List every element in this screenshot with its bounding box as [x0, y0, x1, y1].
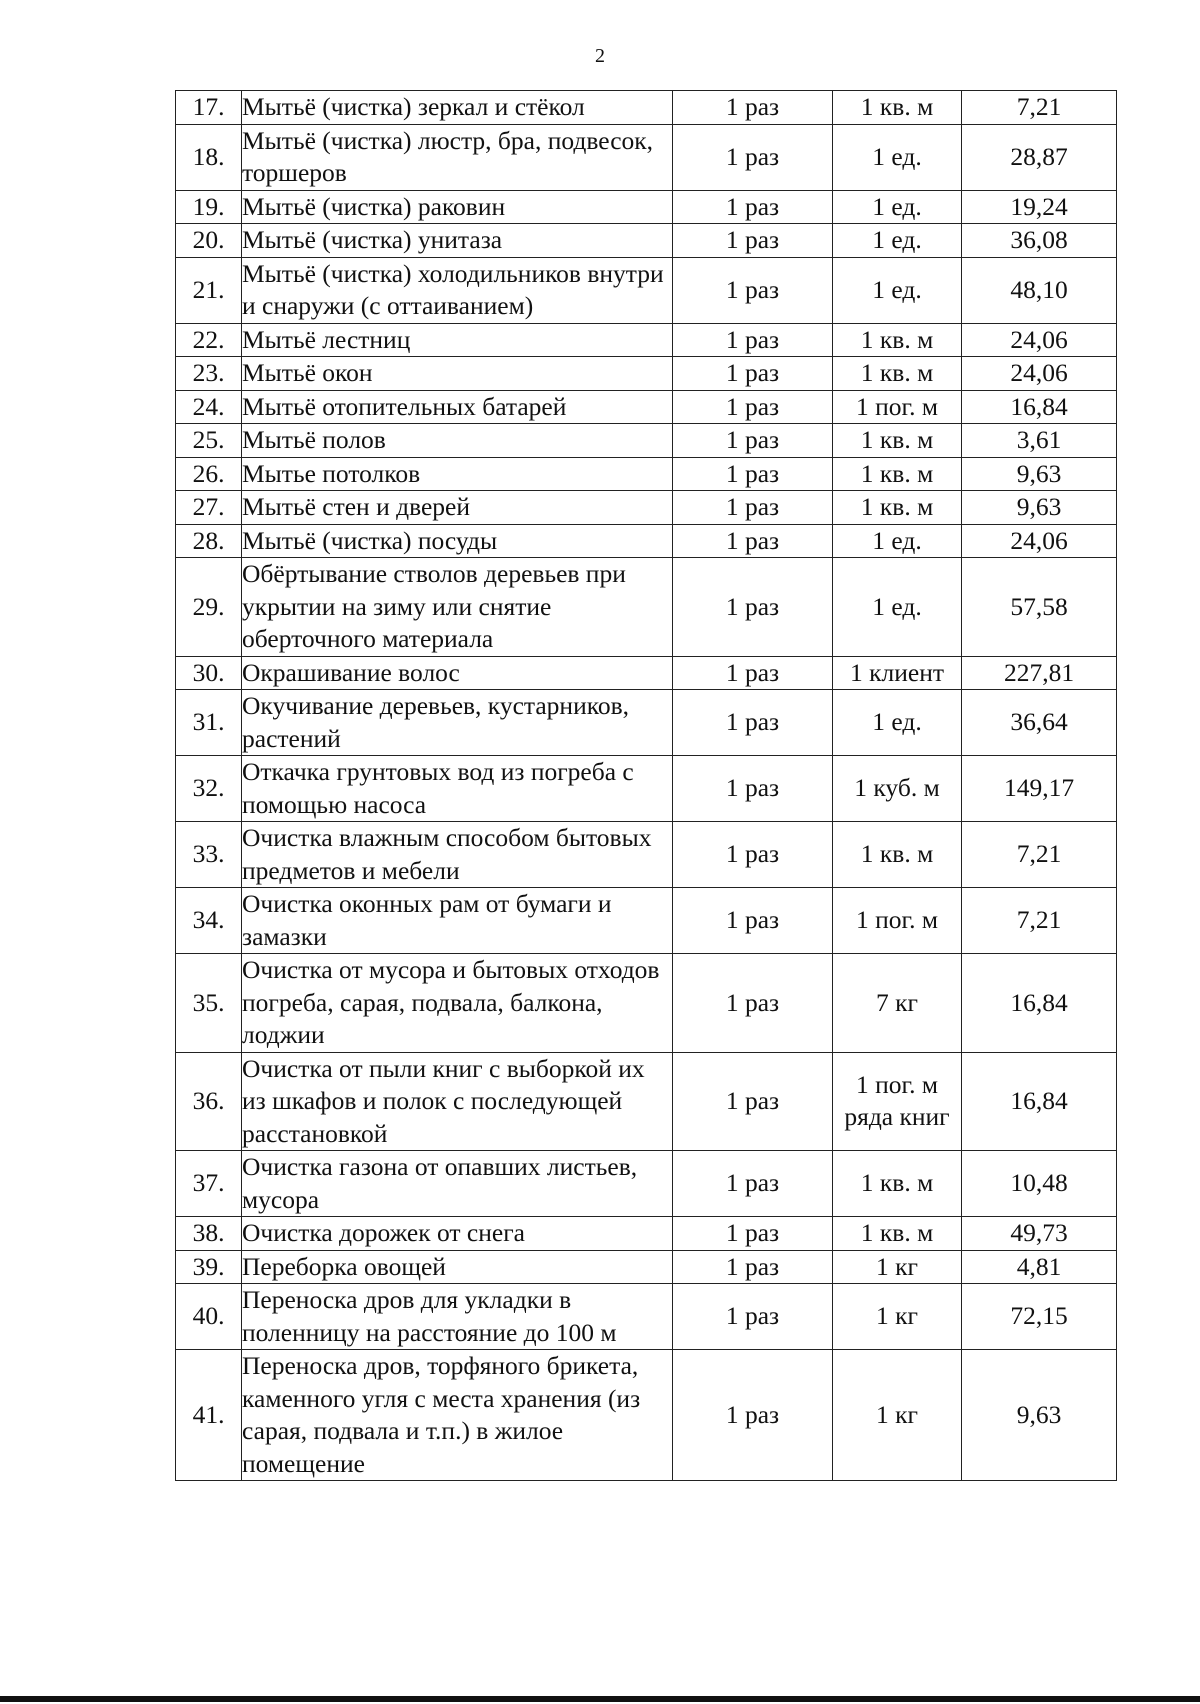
row-number: 20.	[176, 224, 242, 258]
service-unit: 1 ед.	[833, 690, 962, 756]
table-row	[176, 888, 1117, 954]
table-row	[176, 1052, 1117, 1151]
service-unit: 1 кв. м	[833, 91, 962, 125]
service-price: 227,81	[962, 656, 1117, 690]
row-number: 29.	[176, 558, 242, 657]
service-frequency: 1 раз	[673, 1151, 833, 1217]
table-row	[176, 124, 1117, 190]
table-row	[176, 1350, 1117, 1481]
table-row	[176, 1250, 1117, 1284]
service-name: Мытьё отопительных батарей	[242, 390, 673, 424]
service-frequency: 1 раз	[673, 224, 833, 258]
service-frequency: 1 раз	[673, 190, 833, 224]
table-row	[176, 1151, 1117, 1217]
service-name: Очистка влажным способом бытовых предметов и мебели	[242, 822, 673, 888]
row-number: 25.	[176, 424, 242, 458]
table-row	[176, 91, 1117, 125]
service-price: 16,84	[962, 390, 1117, 424]
service-name: Мытьё (чистка) унитаза	[242, 224, 673, 258]
row-number: 19.	[176, 190, 242, 224]
service-price: 48,10	[962, 257, 1117, 323]
table-row	[176, 656, 1117, 690]
table-row	[176, 1284, 1117, 1350]
service-price: 24,06	[962, 524, 1117, 558]
page-bottom-rule	[0, 1696, 1200, 1702]
service-price: 9,63	[962, 457, 1117, 491]
service-price: 4,81	[962, 1250, 1117, 1284]
service-frequency: 1 раз	[673, 1217, 833, 1251]
service-name: Мытьё (чистка) холодильников внутри и снаружи (с оттаиванием)	[242, 257, 673, 323]
row-number: 34.	[176, 888, 242, 954]
row-number: 30.	[176, 656, 242, 690]
service-name: Мытьё полов	[242, 424, 673, 458]
row-number: 39.	[176, 1250, 242, 1284]
service-price: 57,58	[962, 558, 1117, 657]
service-unit: 1 клиент	[833, 656, 962, 690]
service-unit: 1 кв. м	[833, 822, 962, 888]
service-price: 7,21	[962, 822, 1117, 888]
service-price: 16,84	[962, 954, 1117, 1053]
service-name: Откачка грунтовых вод из погреба с помощью насоса	[242, 756, 673, 822]
service-name: Окрашивание волос	[242, 656, 673, 690]
service-frequency: 1 раз	[673, 1250, 833, 1284]
service-price: 16,84	[962, 1052, 1117, 1151]
row-number: 18.	[176, 124, 242, 190]
services-table-body	[176, 91, 1117, 1481]
row-number: 41.	[176, 1350, 242, 1481]
table-row	[176, 257, 1117, 323]
service-price: 7,21	[962, 888, 1117, 954]
service-name: Обёртывание стволов деревьев при укрытии на зиму или снятие оберточного материала	[242, 558, 673, 657]
row-number: 37.	[176, 1151, 242, 1217]
row-number: 36.	[176, 1052, 242, 1151]
service-frequency: 1 раз	[673, 1052, 833, 1151]
table-row	[176, 457, 1117, 491]
service-price: 49,73	[962, 1217, 1117, 1251]
service-price: 3,61	[962, 424, 1117, 458]
service-unit: 1 кг	[833, 1350, 962, 1481]
service-frequency: 1 раз	[673, 424, 833, 458]
table-row	[176, 390, 1117, 424]
row-number: 26.	[176, 457, 242, 491]
service-unit: 1 кг	[833, 1250, 962, 1284]
service-name: Очистка газона от опавших листьев, мусора	[242, 1151, 673, 1217]
service-price: 10,48	[962, 1151, 1117, 1217]
service-name: Мытьё (чистка) зеркал и стёкол	[242, 91, 673, 125]
service-price: 9,63	[962, 1350, 1117, 1481]
page-number: 2	[595, 45, 605, 67]
service-unit: 1 ед.	[833, 124, 962, 190]
table-row	[176, 424, 1117, 458]
service-name: Мытьё (чистка) люстр, бра, подвесок, торшеров	[242, 124, 673, 190]
service-price: 28,87	[962, 124, 1117, 190]
service-price: 24,06	[962, 323, 1117, 357]
service-frequency: 1 раз	[673, 822, 833, 888]
service-unit: 1 ед.	[833, 558, 962, 657]
service-name: Окучивание деревьев, кустарников, растений	[242, 690, 673, 756]
table-row	[176, 491, 1117, 525]
table-row	[176, 756, 1117, 822]
service-price: 24,06	[962, 357, 1117, 391]
row-number: 17.	[176, 91, 242, 125]
service-unit: 1 кв. м	[833, 424, 962, 458]
service-price: 72,15	[962, 1284, 1117, 1350]
service-frequency: 1 раз	[673, 457, 833, 491]
service-unit: 1 ед.	[833, 190, 962, 224]
service-unit: 1 пог. м	[833, 390, 962, 424]
table-row	[176, 224, 1117, 258]
table-row	[176, 822, 1117, 888]
service-unit: 1 кв. м	[833, 1217, 962, 1251]
row-number: 23.	[176, 357, 242, 391]
table-row	[176, 690, 1117, 756]
service-frequency: 1 раз	[673, 524, 833, 558]
services-table	[175, 90, 1117, 1481]
service-frequency: 1 раз	[673, 257, 833, 323]
table-row	[176, 558, 1117, 657]
service-frequency: 1 раз	[673, 1284, 833, 1350]
table-row	[176, 954, 1117, 1053]
service-name: Мытье потолков	[242, 457, 673, 491]
table-row	[176, 190, 1117, 224]
service-frequency: 1 раз	[673, 656, 833, 690]
service-price: 9,63	[962, 491, 1117, 525]
row-number: 40.	[176, 1284, 242, 1350]
service-unit: 1 кг	[833, 1284, 962, 1350]
service-unit: 1 кв. м	[833, 457, 962, 491]
service-frequency: 1 раз	[673, 558, 833, 657]
service-unit: 1 куб. м	[833, 756, 962, 822]
service-name: Переноска дров для укладки в поленницу на расстояние до 100 м	[242, 1284, 673, 1350]
row-number: 31.	[176, 690, 242, 756]
service-unit: 1 кв. м	[833, 323, 962, 357]
service-frequency: 1 раз	[673, 1350, 833, 1481]
row-number: 32.	[176, 756, 242, 822]
service-price: 7,21	[962, 91, 1117, 125]
row-number: 28.	[176, 524, 242, 558]
row-number: 24.	[176, 390, 242, 424]
service-frequency: 1 раз	[673, 323, 833, 357]
service-unit: 1 пог. м ряда книг	[833, 1052, 962, 1151]
service-frequency: 1 раз	[673, 690, 833, 756]
service-unit: 1 кв. м	[833, 357, 962, 391]
service-name: Переноска дров, торфяного брикета, каменного угля с места хранения (из сарая, подвала и т.п.) в жилое помещение	[242, 1350, 673, 1481]
row-number: 21.	[176, 257, 242, 323]
row-number: 33.	[176, 822, 242, 888]
table-row	[176, 323, 1117, 357]
service-name: Мытьё (чистка) раковин	[242, 190, 673, 224]
service-frequency: 1 раз	[673, 888, 833, 954]
table-row	[176, 357, 1117, 391]
service-frequency: 1 раз	[673, 357, 833, 391]
service-name: Очистка от мусора и бытовых отходов погреба, сарая, подвала, балкона, лоджии	[242, 954, 673, 1053]
service-unit: 1 ед.	[833, 524, 962, 558]
service-frequency: 1 раз	[673, 756, 833, 822]
service-name: Мытьё лестниц	[242, 323, 673, 357]
service-unit: 1 кв. м	[833, 1151, 962, 1217]
service-frequency: 1 раз	[673, 954, 833, 1053]
table-row	[176, 1217, 1117, 1251]
service-price: 149,17	[962, 756, 1117, 822]
service-name: Очистка от пыли книг с выборкой их из шкафов и полок с последующей расстановкой	[242, 1052, 673, 1151]
service-name: Переборка овощей	[242, 1250, 673, 1284]
service-unit: 1 пог. м	[833, 888, 962, 954]
row-number: 22.	[176, 323, 242, 357]
service-name: Очистка оконных рам от бумаги и замазки	[242, 888, 673, 954]
service-frequency: 1 раз	[673, 390, 833, 424]
service-frequency: 1 раз	[673, 491, 833, 525]
service-name: Мытьё стен и дверей	[242, 491, 673, 525]
service-price: 36,08	[962, 224, 1117, 258]
service-frequency: 1 раз	[673, 91, 833, 125]
row-number: 27.	[176, 491, 242, 525]
service-price: 36,64	[962, 690, 1117, 756]
row-number: 38.	[176, 1217, 242, 1251]
service-frequency: 1 раз	[673, 124, 833, 190]
service-unit: 1 ед.	[833, 257, 962, 323]
service-price: 19,24	[962, 190, 1117, 224]
table-row	[176, 524, 1117, 558]
service-unit: 1 ед.	[833, 224, 962, 258]
service-name: Мытьё окон	[242, 357, 673, 391]
service-unit: 7 кг	[833, 954, 962, 1053]
service-name: Очистка дорожек от снега	[242, 1217, 673, 1251]
service-unit: 1 кв. м	[833, 491, 962, 525]
row-number: 35.	[176, 954, 242, 1053]
service-name: Мытьё (чистка) посуды	[242, 524, 673, 558]
